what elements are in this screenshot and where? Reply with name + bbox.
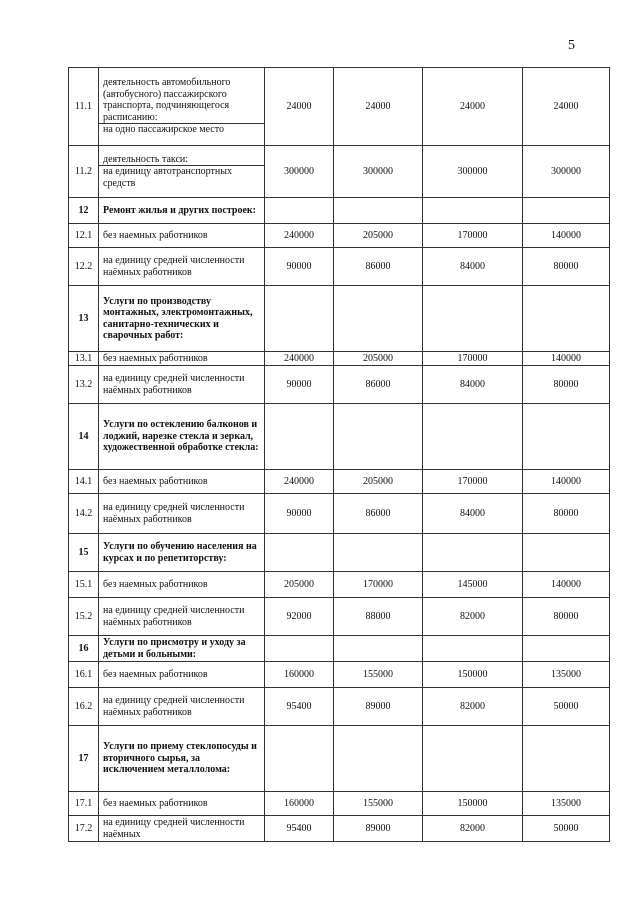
- value-cell: 50000: [523, 688, 610, 726]
- description-text: Услуги по приему стеклопосуды и вторичного сырья, за исключением металлолома:: [103, 741, 257, 776]
- row-number: 13: [69, 286, 99, 352]
- table-row: [69, 792, 610, 816]
- value-cell: 135000: [523, 662, 610, 688]
- row-number: 14.2: [69, 494, 99, 534]
- row-number: 16.1: [69, 662, 99, 688]
- table-row: [69, 68, 610, 146]
- value-cell: 84000: [423, 366, 523, 404]
- value-cell: [523, 198, 610, 224]
- value-cell: 240000: [265, 470, 334, 494]
- table-row: [69, 688, 610, 726]
- row-number: 14.1: [69, 470, 99, 494]
- table-row: [69, 572, 610, 598]
- value-cell: 95400: [265, 816, 334, 842]
- value-cell: 24000: [523, 68, 610, 146]
- value-cell: 80000: [523, 494, 610, 534]
- value-cell: 140000: [523, 224, 610, 248]
- value-cell: [334, 198, 423, 224]
- row-number: 11.1: [69, 68, 99, 146]
- value-cell: [334, 534, 423, 572]
- value-cell: [423, 534, 523, 572]
- row-description: [99, 404, 265, 470]
- value-cell: 95400: [265, 688, 334, 726]
- value-cell: [265, 286, 334, 352]
- value-cell: 300000: [523, 146, 610, 198]
- value-cell: 150000: [423, 662, 523, 688]
- value-cell: 82000: [423, 816, 523, 842]
- description-text: Ремонт жилья и других построек:: [103, 204, 256, 216]
- value-cell: 84000: [423, 494, 523, 534]
- value-cell: 88000: [334, 598, 423, 636]
- table-row: [69, 224, 610, 248]
- value-cell: 240000: [265, 224, 334, 248]
- value-cell: [523, 286, 610, 352]
- row-number: 15.1: [69, 572, 99, 598]
- value-cell: 205000: [334, 470, 423, 494]
- description-text: на единицу средней численности наёмных работников: [103, 695, 245, 718]
- value-cell: 155000: [334, 792, 423, 816]
- description-text: на единицу средней численности наёмных работников: [103, 255, 245, 278]
- value-cell: 140000: [523, 572, 610, 598]
- rates-table: [68, 67, 610, 842]
- value-cell: 90000: [265, 494, 334, 534]
- row-description: [99, 470, 265, 494]
- table-row: [69, 248, 610, 286]
- description-text: Услуги по остеклению балконов и лоджий, нарезке стекла и зеркал, художественной обработке стекла:: [103, 419, 259, 454]
- row-number: 17: [69, 726, 99, 792]
- value-cell: 160000: [265, 792, 334, 816]
- row-number: 16: [69, 636, 99, 662]
- value-cell: 90000: [265, 248, 334, 286]
- description-text: без наемных работников: [103, 797, 208, 809]
- row-number: 13.1: [69, 352, 99, 366]
- description-text: без наемных работников: [103, 668, 208, 680]
- value-cell: 170000: [423, 470, 523, 494]
- row-description: [99, 636, 265, 662]
- value-cell: [523, 636, 610, 662]
- value-cell: 82000: [423, 688, 523, 726]
- value-cell: 240000: [265, 352, 334, 366]
- row-number: 11.2: [69, 146, 99, 198]
- row-description: [99, 662, 265, 688]
- value-cell: [265, 534, 334, 572]
- row-number: 17.1: [69, 792, 99, 816]
- value-cell: 92000: [265, 598, 334, 636]
- section-row: [69, 636, 610, 662]
- value-cell: 84000: [423, 248, 523, 286]
- value-cell: 89000: [334, 688, 423, 726]
- description-text: без наемных работников: [103, 229, 208, 241]
- row-number: 16.2: [69, 688, 99, 726]
- row-number: 15: [69, 534, 99, 572]
- description-text: без наемных работников: [103, 352, 208, 364]
- row-description: [99, 224, 265, 248]
- row-description: [99, 534, 265, 572]
- description-text: на единицу средней численности наёмных работников: [103, 373, 245, 396]
- value-cell: 86000: [334, 366, 423, 404]
- row-description: [99, 286, 265, 352]
- value-cell: 80000: [523, 366, 610, 404]
- value-cell: 24000: [423, 68, 523, 146]
- section-row: [69, 286, 610, 352]
- value-cell: 140000: [523, 352, 610, 366]
- value-cell: [334, 286, 423, 352]
- value-cell: [423, 404, 523, 470]
- row-number: 12.2: [69, 248, 99, 286]
- value-cell: 170000: [423, 352, 523, 366]
- value-cell: 140000: [523, 470, 610, 494]
- value-cell: [523, 534, 610, 572]
- description-text: без наемных работников: [103, 475, 208, 487]
- row-description: [99, 352, 265, 366]
- row-number: 17.2: [69, 816, 99, 842]
- row-description: [99, 198, 265, 224]
- row-description: [99, 598, 265, 636]
- description-text: на одно пассажирское место: [99, 123, 264, 136]
- description-text: на единицу автотранспортных средств: [99, 165, 264, 189]
- table-row: [69, 146, 610, 198]
- value-cell: 300000: [423, 146, 523, 198]
- value-cell: 300000: [334, 146, 423, 198]
- row-number: 12: [69, 198, 99, 224]
- value-cell: [334, 726, 423, 792]
- value-cell: [423, 198, 523, 224]
- value-cell: 80000: [523, 598, 610, 636]
- value-cell: [523, 404, 610, 470]
- description-text: деятельность автомобильного (автобусного) пассажирского транспорта, подчиняющегося расписанию:: [103, 77, 231, 123]
- value-cell: [334, 636, 423, 662]
- row-description: [99, 494, 265, 534]
- row-description: [99, 248, 265, 286]
- value-cell: [265, 404, 334, 470]
- value-cell: 90000: [265, 366, 334, 404]
- value-cell: 155000: [334, 662, 423, 688]
- value-cell: 145000: [423, 572, 523, 598]
- row-description: [99, 146, 265, 198]
- description-text: деятельность такси:: [103, 153, 189, 165]
- value-cell: [265, 726, 334, 792]
- value-cell: [523, 726, 610, 792]
- row-description: [99, 688, 265, 726]
- row-description: [99, 572, 265, 598]
- value-cell: 300000: [265, 146, 334, 198]
- table-row: [69, 816, 610, 842]
- page-number: 5: [568, 38, 575, 53]
- row-description: [99, 792, 265, 816]
- description-text: Услуги по обучению населения на курсах и по репетиторству:: [103, 541, 257, 564]
- value-cell: [334, 404, 423, 470]
- description-text: Услуги по присмотру и уходу за детьми и больными:: [103, 637, 246, 660]
- section-row: [69, 198, 610, 224]
- value-cell: 82000: [423, 598, 523, 636]
- section-row: [69, 534, 610, 572]
- value-cell: 24000: [334, 68, 423, 146]
- row-number: 13.2: [69, 366, 99, 404]
- value-cell: 170000: [334, 572, 423, 598]
- description-text: без наемных работников: [103, 578, 208, 590]
- value-cell: [423, 726, 523, 792]
- row-number: 12.1: [69, 224, 99, 248]
- value-cell: 205000: [334, 224, 423, 248]
- table-row: [69, 598, 610, 636]
- value-cell: 80000: [523, 248, 610, 286]
- description-text: Услуги по производству монтажных, электромонтажных, санитарно-технических и сварочных работ:: [103, 295, 253, 341]
- description-text: на единицу средней численности наёмных: [103, 817, 245, 840]
- section-row: [69, 726, 610, 792]
- value-cell: 205000: [334, 352, 423, 366]
- value-cell: 205000: [265, 572, 334, 598]
- table-row: [69, 470, 610, 494]
- table-row: [69, 366, 610, 404]
- table-row: [69, 662, 610, 688]
- value-cell: 86000: [334, 248, 423, 286]
- row-description: [99, 68, 265, 146]
- section-row: [69, 404, 610, 470]
- value-cell: [265, 636, 334, 662]
- value-cell: 50000: [523, 816, 610, 842]
- row-description: [99, 366, 265, 404]
- rates-table-body: [69, 68, 610, 842]
- value-cell: 86000: [334, 494, 423, 534]
- value-cell: 160000: [265, 662, 334, 688]
- row-number: 14: [69, 404, 99, 470]
- table-row: [69, 352, 610, 366]
- value-cell: [423, 286, 523, 352]
- table-row: [69, 494, 610, 534]
- value-cell: [265, 198, 334, 224]
- row-number: 15.2: [69, 598, 99, 636]
- description-text: на единицу средней численности наёмных работников: [103, 605, 245, 628]
- value-cell: 170000: [423, 224, 523, 248]
- value-cell: 89000: [334, 816, 423, 842]
- description-text: на единицу средней численности наёмных работников: [103, 502, 245, 525]
- row-description: [99, 816, 265, 842]
- value-cell: [423, 636, 523, 662]
- value-cell: 135000: [523, 792, 610, 816]
- value-cell: 24000: [265, 68, 334, 146]
- value-cell: 150000: [423, 792, 523, 816]
- row-description: [99, 726, 265, 792]
